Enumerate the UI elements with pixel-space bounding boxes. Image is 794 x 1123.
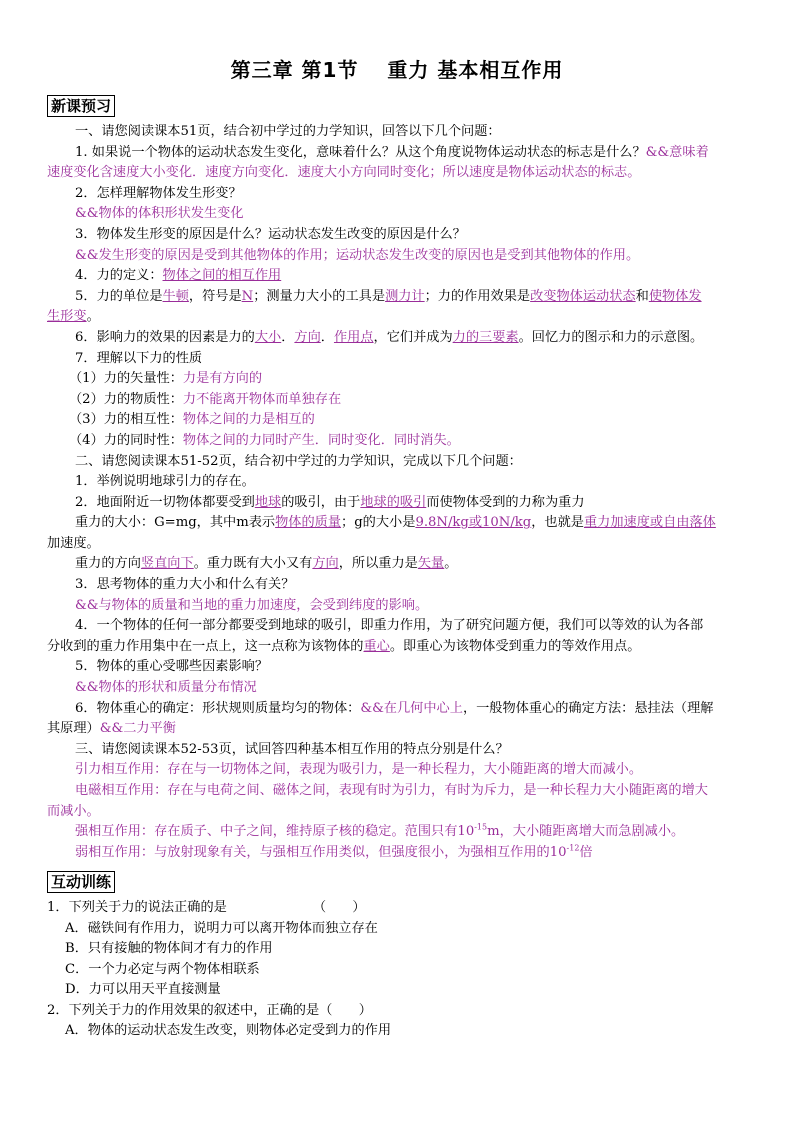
question-5 [47,287,747,308]
answer-text: 物体的质量 [275,515,342,531]
exercise-2-option-a: A．物体的运动状态发生改变，则物体必定受到力的作用 [65,1023,392,1039]
answer-text: 力是有方向的 [182,371,263,387]
property-3 [47,410,747,431]
question-1 [47,143,747,164]
question-text: 重力的方向 [75,556,141,572]
question-text: ，也就是 [531,515,584,531]
question-text: 6．影响力的效果的因素是力的 [75,329,255,345]
question-r6-cont [47,719,747,740]
exponent: -15 [474,822,488,832]
answer-2: &&物体的体积形状发生变化 [75,206,244,222]
answer-text: &&在几何中心上 [360,700,463,716]
force-strong [47,822,747,843]
property-2 [47,390,747,411]
question-3: 3．物体发生形变的原因是什么？运动状态发生改变的原因是什么？ [75,226,466,242]
question-text: 。即重心为该物体受到重力的等效作用点。 [389,638,641,654]
exercise-stem: 1．下列关于力的说法正确的是 [47,900,227,916]
answer-text: 方向 [312,556,339,572]
question-text: ；力的作用效果是 [424,288,531,304]
answer-text: 弱相互作用：与放射现象有关，与强相互作用类似，但强度很小，为强相互作用的10 [75,844,567,860]
answer-text: 测力计 [385,288,425,304]
intro-1: 一、请您阅读课本51页，结合初中学过的力学知识，回答以下几个问题： [75,124,501,139]
exercise-1-option-a: A．磁铁间有作用力，说明力可以离开物体而独立存在 [65,920,378,936]
force-gravitational: 引力相互作用：存在与一切物体之间，表现为吸引力，是一种长程力，大小随距离的增大而减小。 [75,762,643,778]
answer-text: &&二力平衡 [99,721,176,737]
question-4 [47,266,747,287]
answer-text: 生形变 [47,309,87,325]
question-text: 6．物体重心的确定：形状规则质量均匀的物体： [75,700,361,716]
exercise-1-option-d: D．力可以用天平直接测量 [65,982,221,998]
answer-text: 强相互作用：存在质子、中子之间，维持原子核的稳定。范围只有10 [75,824,475,840]
answer-1: 速度变化含速度大小变化．速度方向变化．速度大小方向同时变化；所以速度是物体运动状态的标志。 [47,165,641,181]
answer-text: 方向 [294,329,321,345]
answer-text: 物体之间的相互作用 [162,268,282,284]
answer-text: 牛顿 [162,288,189,304]
property-label: （4）力的同时性： [69,432,183,448]
answer-r3: &&与物体的质量和当地的重力加速度，会受到纬度的影响。 [75,597,429,613]
question-6 [47,328,747,349]
exercise-2: 2．下列关于力的作用效果的叙述中，正确的是（ ） [47,1002,372,1018]
answer-text: 9.8N/kg或10N/kg [415,515,532,531]
question-text: ，它们并成为 [373,329,453,345]
question-text: ，所以重力是 [338,556,418,572]
question-r5: 5．物体的重心受哪些因素影响？ [75,659,269,675]
question-5-cont [47,307,747,328]
section-heading-training: 互动训练 [47,871,115,893]
answer-text: 重心 [363,638,390,654]
question-r4-cont [47,637,747,658]
question-r1: 1．举例说明地球引力的存在。 [75,474,255,490]
answer-text: &&意味着 [645,144,709,160]
question-text: ，一般物体重心的确定方法：悬挂法（理解 [462,700,714,716]
question-text: 2．地面附近一切物体都要受到 [75,494,255,510]
exercise-1 [47,898,747,919]
property-label: （1）力的矢量性： [69,371,183,387]
answer-text: 物体之间的力同时产生．同时变化．同时消失。 [182,432,460,448]
property-label: （3）力的相互性： [69,412,183,428]
question-text: 分收到的重力作用集中在一点上，这一点称为该物体的 [47,638,364,654]
exercise-1-option-b: B．只有接触的物体间才有力的作用 [65,941,273,957]
question-text: ；g的大小是 [341,515,416,531]
question-r4: 4．一个物体的任何一部分都要受到地球的吸引，即重力作用，为了研究问题方便，我们可以等效的认为各部 [75,618,704,634]
property-1 [47,369,747,390]
question-text: ． [281,329,295,345]
gravity-direction [47,554,747,575]
answer-text: 地球 [254,494,282,510]
answer-text: 地球的吸引 [360,494,427,510]
question-text: 。回忆力的图示和力的示意图。 [518,329,704,345]
property-label: （2）力的物质性： [69,391,183,407]
answer-text: 力的三要素 [452,329,519,345]
answer-text: 使物体发 [648,288,702,304]
answer-text: 改变物体运动状态 [530,288,636,304]
answer-text: 矢量 [417,556,445,572]
force-electromagnetic-cont: 而减小。 [47,803,100,819]
answer-text: 重力加速度或自由落体 [583,515,716,531]
property-4 [47,431,747,452]
gravity-magnitude-cont: 加速度。 [47,535,100,551]
force-electromagnetic: 电磁相互作用：存在与电荷之间、磁体之间，表现有时为引力，有时为斥力，是一种长程力大小随距离的增大 [75,783,708,798]
question-2: 2．怎样理解物体发生形变？ [75,185,242,201]
question-text: ；测量力大小的工具是 [253,288,386,304]
answer-text: 竖直向下 [140,556,194,572]
answer-text: 物体之间的力是相互的 [182,412,315,428]
question-r6 [47,699,747,720]
question-text: ． [320,329,334,345]
question-text: 的吸引，由于 [281,494,361,510]
question-text: 而使物体受到的力称为重力 [426,494,585,510]
question-text: 4．力的定义： [75,268,163,284]
answer-text: 作用点 [333,329,374,345]
intro-3: 三、请您阅读课本52-53页，试回答四种基本相互作用的特点分别是什么？ [75,741,509,757]
question-text: 其原理） [47,721,100,737]
question-text: 1. 如果说一个物体的运动状态发生变化，意味着什么？从这个角度说物体运动状态的标志是什么？ [75,144,646,160]
question-text: 和 [635,288,649,304]
question-r2 [47,493,747,514]
answer-text: 力不能离开物体而单独存在 [182,391,342,407]
answer-r5: &&物体的形状和质量分布情况 [75,680,257,696]
question-text: ，符号是 [188,288,242,304]
section-heading-preview: 新课预习 [47,95,115,117]
question-text: 。 [86,309,100,325]
question-text: 。重力既有大小又有 [193,556,313,572]
question-r3: 3．思考物体的重力大小和什么有关？ [75,577,295,593]
question-text: 重力的大小：G=mg，其中m表示 [75,515,276,531]
exercise-1-option-c: C．一个力必定与两个物体相联系 [65,961,260,977]
question-7: 7．理解以下力的性质 [75,350,203,366]
force-weak [47,843,747,864]
question-text: 。 [444,556,458,572]
document-page [47,55,747,1042]
page-title: 第三章 第1节 重力 基本相互作用 [230,58,564,82]
intro-2: 二、请您阅读课本51-52页，结合初中学过的力学知识，完成以下几个问题： [75,453,522,469]
answer-text: 倍 [579,844,593,860]
answer-text: N [241,288,254,304]
question-text: 5．力的单位是 [75,288,163,304]
answer-text: 大小 [254,329,282,345]
answer-3: &&发生形变的原因是受到其他物体的作用；运动状态发生改变的原因也是受到其他物体的作用。 [75,247,640,263]
answer-text: m，大小随距离增大而急剧减小。 [487,824,685,840]
exponent: -12 [566,843,580,853]
gravity-magnitude [47,513,747,534]
answer-blank: （ ） [312,900,366,916]
